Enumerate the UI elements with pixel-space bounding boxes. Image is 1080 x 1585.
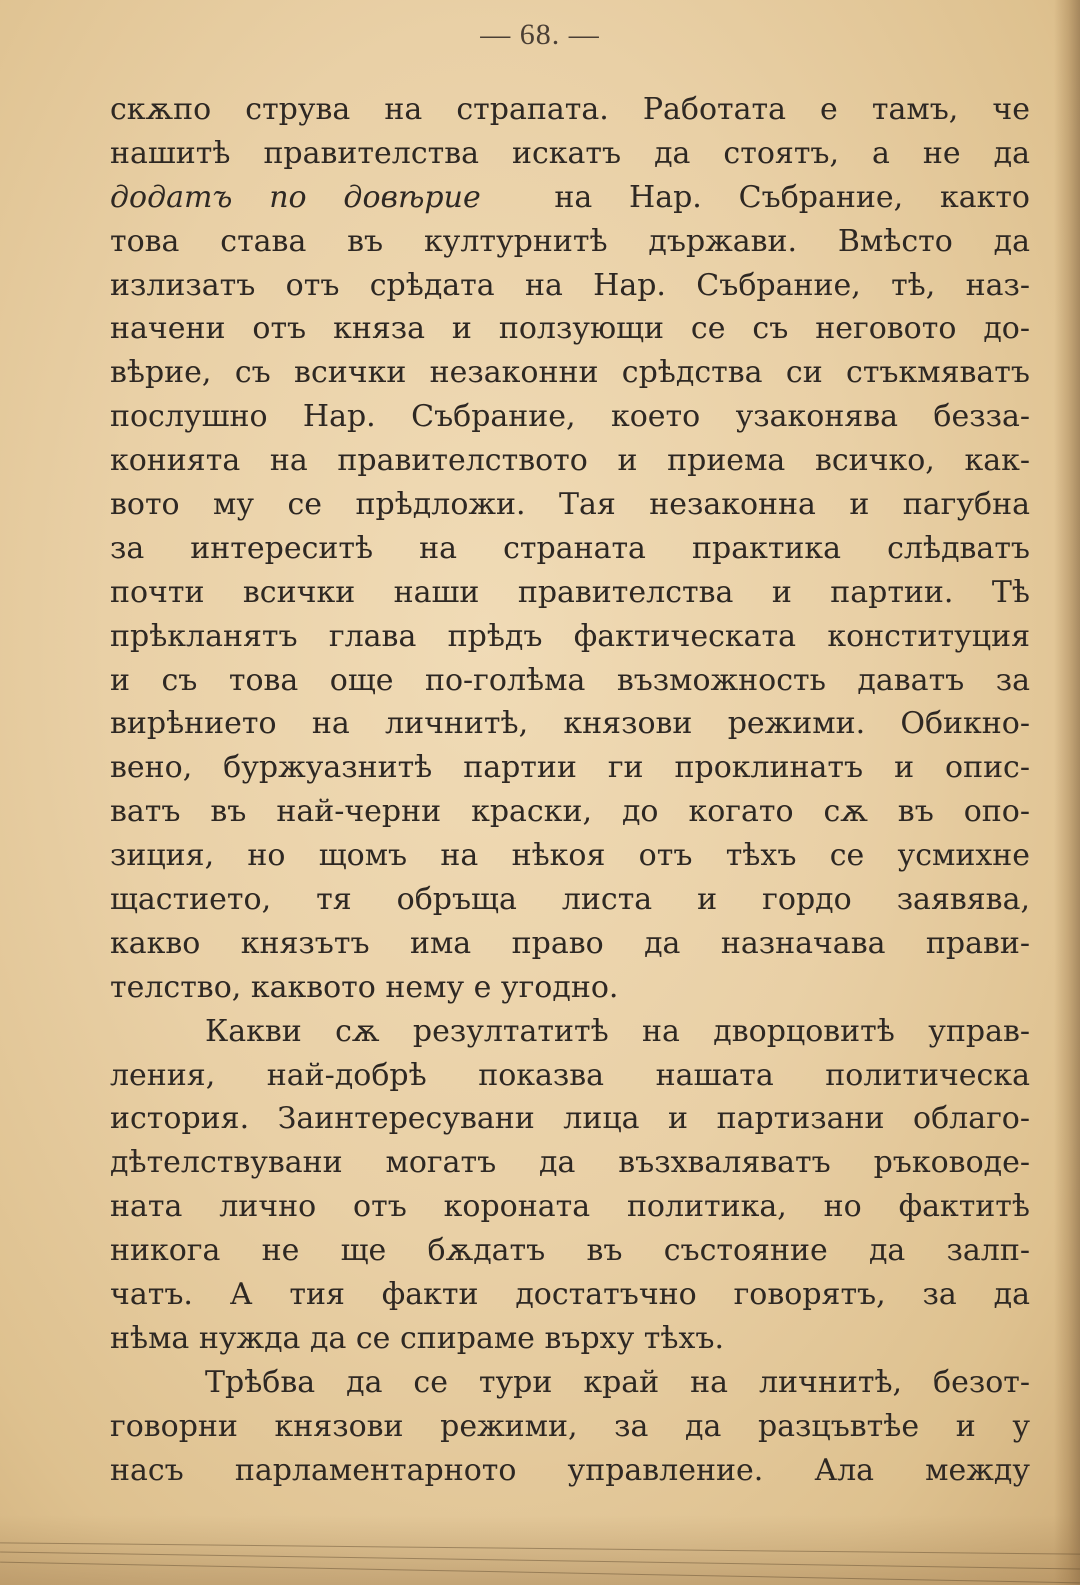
body-text [110,88,1030,1493]
text-line: никога не ще бѫдатъ въ състояние да залп- [110,1233,1030,1269]
text-line: вирѣнието на личнитѣ, князови режими. Обикно- [110,706,1030,742]
paragraph-end-line: телство, каквото нему е угодно. [110,969,619,1005]
text-line: начени отъ княза и ползующи се съ неговото до- [110,311,1030,347]
text-line: нашитѣ правителства искатъ да стоятъ, а не да [110,135,1030,171]
text-line: дѣтелствувани могатъ да възхваляватъ ръководе- [110,1145,1030,1181]
text-line: говорни князови режими, за да разцъвтѣе и у [110,1408,1030,1444]
text-line [110,176,1030,220]
text-line: ватъ въ най-черни краски, до когато сѫ въ опо- [110,794,1030,830]
text-line: и съ това още по-голѣма възможность даватъ за [110,662,1030,698]
text-line: зиция, но щомъ на нѣкоя отъ тѣхъ се усмихне [110,838,1030,874]
text-line: вото му се прѣдложи. Тая незаконна и пагубна [110,487,1030,523]
page-number: — 68. — [480,18,600,51]
text-line: чатъ. А тия факти достатъчно говорятъ, за да [110,1277,1030,1313]
text-line: ната лично отъ короната политика, но фактитѣ [110,1189,1030,1225]
paragraph-first-line: Трѣбва да се тури край на личнитѣ, безот- [205,1364,1030,1400]
text-line: щастието, тя обръща листа и гордо заявява, [110,882,1030,918]
text-line: излизатъ отъ срѣдата на Нар. Събрание, тѣ, наз- [110,267,1030,303]
text-line: какво князътъ има право да назначава прави- [110,925,1030,961]
emphasized-phrase: додатъ по довѣрие [110,179,481,215]
text-line-rest: на Нар. Събрание, както [554,179,1030,215]
text-line: ления, най-добрѣ показва нашата политическа [110,1057,1030,1093]
text-line: насъ парламентарното управление. Ала между [110,1452,1030,1488]
page-right-edge-shadow [1054,0,1080,1585]
paragraph-end-line: нѣма нужда да се спираме върху тѣхъ. [110,1320,724,1356]
paragraph-first-line: Какви сѫ резултатитѣ на дворцовитѣ управ- [205,1013,1030,1049]
text-line: вено, буржуазнитѣ партии ги проклинатъ и опис- [110,750,1030,786]
text-line: послушно Нар. Събрание, което узаконява безза- [110,399,1030,435]
text-line: вѣрие, съ всички незаконни срѣдства си стъкмяватъ [110,355,1030,391]
text-line: почти всички наши правителства и партии. Тѣ [110,574,1030,610]
page-bottom-edge-shadow [0,1515,1080,1585]
text-line: конията на правителството и приема всичко, как- [110,443,1030,479]
text-line: за интереситѣ на страната практика слѣдватъ [110,530,1030,566]
text-line: прѣкланятъ глава прѣдъ фактическата конституция [110,618,1030,654]
text-line: това става въ културнитѣ държави. Вмѣсто да [110,223,1030,259]
text-line: скѫпо струва на страпата. Работата е тамъ, че [110,92,1030,127]
text-line: история. Заинтересувани лица и партизани облаго- [110,1101,1030,1137]
